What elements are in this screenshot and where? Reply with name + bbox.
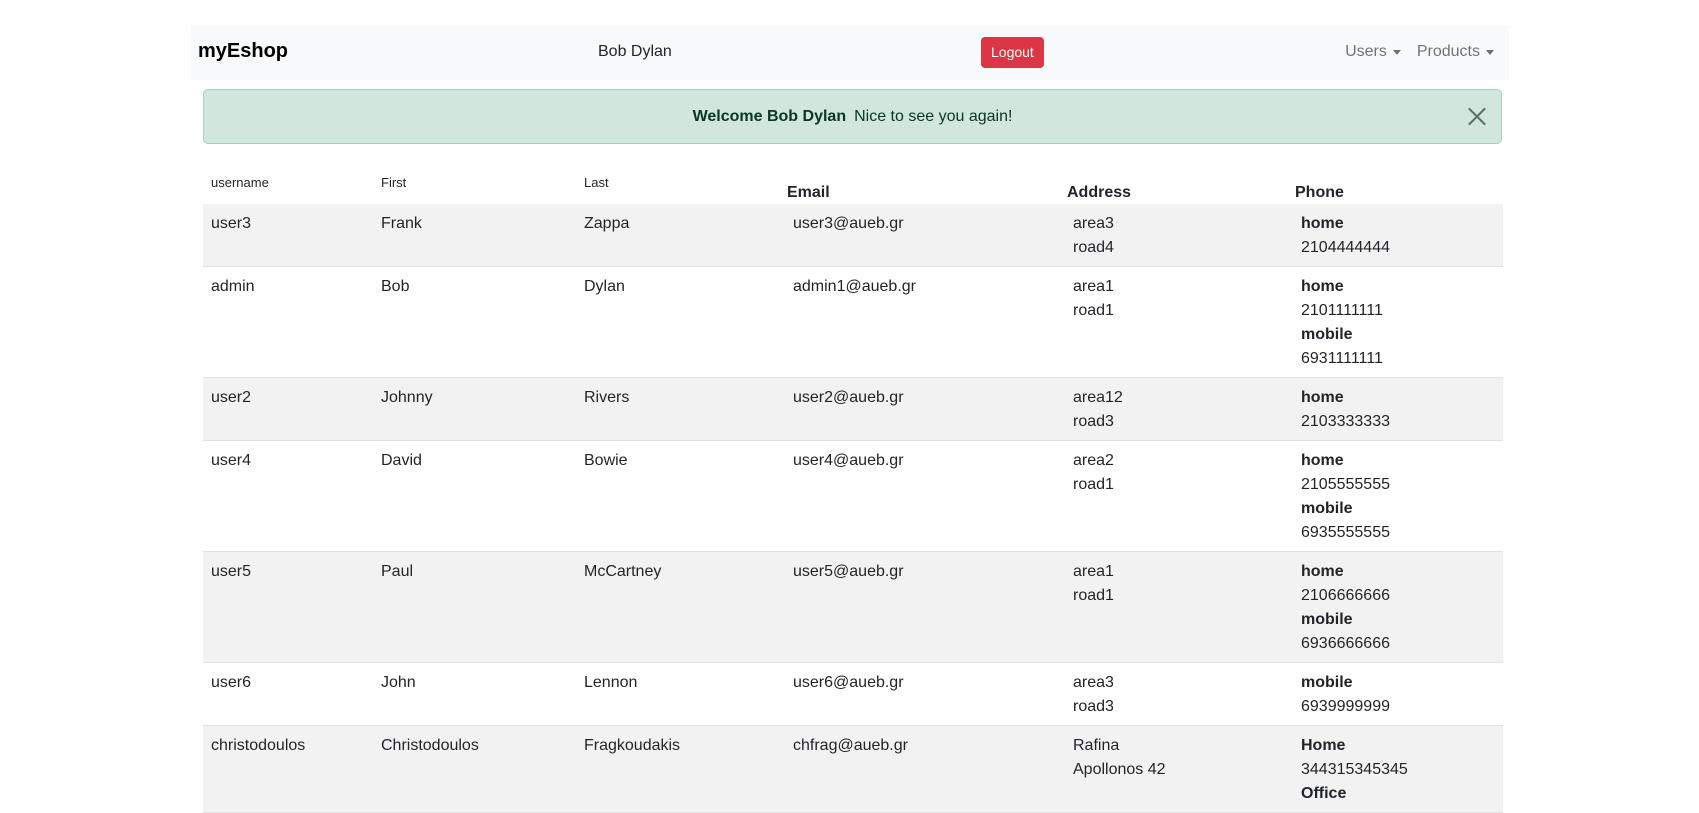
users-table (203, 172, 1503, 813)
table-row (203, 552, 1503, 663)
phone-type: home (1301, 278, 1344, 295)
cell-address (1059, 663, 1287, 726)
address-line: area2 (1073, 452, 1114, 469)
cell-last: Fragkoudakis (584, 737, 681, 754)
phone-type: mobile (1301, 326, 1353, 343)
cell-email: user5@aueb.gr (793, 563, 904, 580)
cell-phone (1287, 267, 1503, 378)
table-body (203, 204, 1503, 813)
cell-email: admin1@aueb.gr (793, 278, 916, 295)
cell-first: Christodoulos (381, 737, 479, 754)
cell-address (1059, 378, 1287, 441)
phone-number: 6931111111 (1301, 350, 1383, 367)
cell-last: Dylan (584, 278, 625, 295)
cell-address (1059, 726, 1287, 813)
cell-first: Bob (381, 278, 410, 295)
cell-email: user4@aueb.gr (793, 452, 904, 469)
cell-first: John (381, 674, 416, 691)
phone-number: 2104444444 (1301, 239, 1390, 256)
phone-type: mobile (1301, 611, 1353, 628)
col-header-last: Last (584, 175, 609, 190)
cell-phone (1287, 726, 1503, 813)
address-line: area1 (1073, 563, 1114, 580)
cell-first: Paul (381, 563, 414, 580)
products-dropdown[interactable] (1417, 43, 1494, 61)
cell-phone (1287, 663, 1503, 726)
col-header-address: Address (1067, 184, 1132, 201)
cell-first: David (381, 452, 422, 469)
phone-type: home (1301, 215, 1344, 232)
table-row (203, 267, 1503, 378)
address-line: road4 (1073, 239, 1114, 256)
cell-last: McCartney (584, 563, 662, 580)
phone-number: 344315345345 (1301, 761, 1408, 778)
table-row (203, 204, 1503, 267)
phone-number: 6936666666 (1301, 635, 1390, 652)
cell-phone (1287, 378, 1503, 441)
chevron-down-icon (1486, 50, 1494, 55)
phone-type: home (1301, 563, 1344, 580)
phone-number: 6939999999 (1301, 698, 1390, 715)
cell-last: Bowie (584, 452, 628, 469)
cell-address (1059, 267, 1287, 378)
chevron-down-icon (1393, 50, 1401, 55)
cell-phone (1287, 552, 1503, 663)
cell-email: user3@aueb.gr (793, 215, 904, 232)
brand-logo[interactable]: myEshop (198, 40, 289, 62)
table-row (203, 378, 1503, 441)
address-line: area3 (1073, 674, 1114, 691)
page-container (191, 25, 1509, 125)
cell-username: user6 (211, 674, 252, 691)
address-line: area3 (1073, 215, 1114, 232)
close-icon[interactable] (1467, 106, 1487, 126)
table-row (203, 726, 1503, 813)
cell-address (1059, 204, 1287, 267)
address-line: area1 (1073, 278, 1114, 295)
cell-phone (1287, 441, 1503, 552)
col-header-first: First (381, 175, 407, 190)
alert-message: Nice to see you again! (854, 107, 1013, 125)
phone-number: 2105555555 (1301, 476, 1390, 493)
nav-menus (1345, 43, 1494, 61)
cell-first: Frank (381, 215, 422, 232)
address-line: road1 (1073, 302, 1114, 319)
address-line: Rafina (1073, 737, 1120, 754)
cell-username: user5 (211, 563, 252, 580)
cell-email: user6@aueb.gr (793, 674, 904, 691)
cell-last: Lennon (584, 674, 638, 691)
cell-username: user2 (211, 389, 252, 406)
cell-username: christodoulos (211, 737, 306, 754)
cell-address (1059, 552, 1287, 663)
cell-username: admin (211, 278, 255, 295)
users-dropdown-label: Users (1345, 43, 1387, 60)
phone-type: Office (1301, 785, 1347, 802)
phone-number: 2101111111 (1301, 302, 1383, 319)
address-line: road1 (1073, 476, 1114, 493)
welcome-alert (203, 89, 1502, 144)
cell-last: Zappa (584, 215, 630, 232)
phone-type: home (1301, 389, 1344, 406)
alert-strong-text: Welcome Bob Dylan (692, 107, 847, 125)
cell-email: chfrag@aueb.gr (793, 737, 908, 754)
table-row (203, 441, 1503, 552)
phone-type: mobile (1301, 500, 1353, 517)
current-user-name: Bob Dylan (598, 43, 672, 60)
navbar (191, 25, 1509, 80)
col-header-username: username (211, 175, 269, 190)
users-dropdown[interactable] (1345, 43, 1401, 61)
phone-type: home (1301, 452, 1344, 469)
phone-number: 2103333333 (1301, 413, 1390, 430)
cell-username: user3 (211, 215, 252, 232)
address-line: road3 (1073, 698, 1114, 715)
cell-phone (1287, 204, 1503, 267)
phone-number: 6935555555 (1301, 524, 1390, 541)
col-header-email: Email (787, 184, 830, 201)
phone-number: 2106666666 (1301, 587, 1390, 604)
logout-button[interactable]: Logout (981, 37, 1044, 68)
cell-first: Johnny (381, 389, 433, 406)
table-row (203, 663, 1503, 726)
phone-type: Home (1301, 737, 1346, 754)
address-line: road3 (1073, 413, 1114, 430)
phone-type: mobile (1301, 674, 1353, 691)
cell-last: Rivers (584, 389, 630, 406)
cell-username: user4 (211, 452, 252, 469)
col-header-phone: Phone (1295, 184, 1344, 201)
address-line: road1 (1073, 587, 1114, 604)
cell-email: user2@aueb.gr (793, 389, 904, 406)
products-dropdown-label: Products (1416, 43, 1480, 60)
cell-address (1059, 441, 1287, 552)
address-line: Apollonos 42 (1073, 761, 1166, 778)
address-line: area12 (1073, 389, 1123, 406)
